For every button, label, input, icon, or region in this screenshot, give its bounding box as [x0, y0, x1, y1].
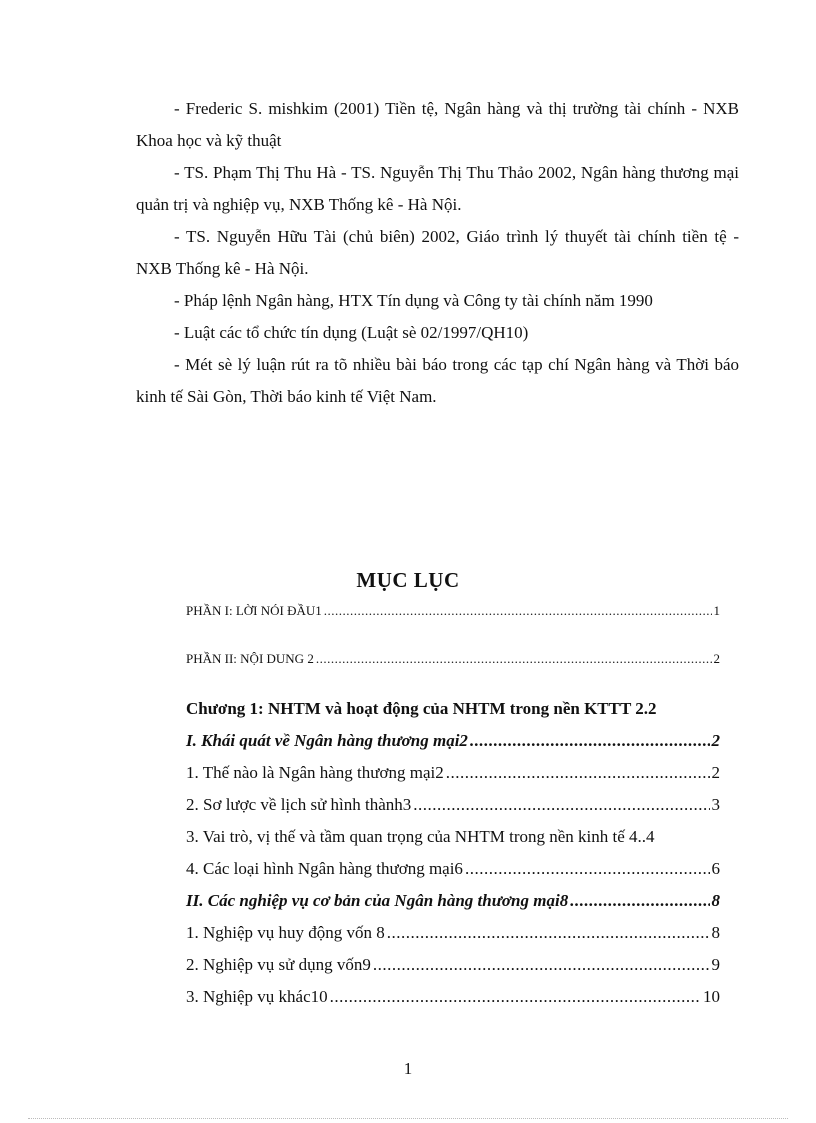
reference-item: - Mét sè lý luận rút ra tõ nhiều bài báo trong các tạp chí Ngân hàng và Thời báo kinh tế Sài Gòn, Thời báo kinh tế Việt Nam. [136, 355, 739, 406]
toc-entry-text: Chương 1: NHTM và hoạt động của NHTM trong nền KTTT 2 [186, 699, 644, 718]
toc-entry-text: 2. Sơ lược về lịch sử hình thành3 [186, 795, 412, 814]
page-bottom-divider [28, 1118, 788, 1119]
toc-page-number: 2 [711, 731, 720, 750]
toc-entry-section-1[interactable] [186, 731, 720, 763]
toc-entry-item[interactable] [186, 987, 720, 1019]
toc-entry-text: PHẦN II: NỘI DUNG 2 [186, 651, 314, 666]
toc-entry-part-2[interactable] [186, 651, 720, 675]
toc-entry-part-1[interactable] [186, 603, 720, 627]
toc-entry-text: II. Các nghiệp vụ cơ bản của Ngân hàng thương mại8 [186, 891, 569, 910]
toc-leader [465, 859, 710, 879]
toc-leader [413, 795, 709, 815]
table-of-contents [186, 603, 720, 1019]
references-list [136, 93, 739, 413]
toc-page-number: .2 [643, 699, 657, 718]
toc-leader [373, 955, 710, 975]
toc-leader [470, 731, 710, 751]
toc-entry-text: 1. Thế nào là Ngân hàng thương mại2 [186, 763, 444, 782]
page-number: 1 [403, 1059, 413, 1078]
toc-entry-section-2[interactable] [186, 891, 720, 923]
reference-item: - TS. Phạm Thị Thu Hà - TS. Nguyễn Thị Thu Thảo 2002, Ngân hàng thương mại quản trị và nghiệp vụ, NXB Thống kê - Hà Nội. [136, 163, 739, 214]
toc-page-number: 1 [713, 603, 720, 618]
toc-page-number: 6 [711, 859, 720, 878]
reference-item: - Pháp lệnh Ngân hàng, HTX Tín dụng và Công ty tài chính năm 1990 [174, 291, 653, 310]
toc-leader [330, 987, 701, 1007]
toc-entry-chapter-1[interactable] [186, 699, 720, 731]
toc-entry-item[interactable] [186, 795, 720, 827]
toc-page-number: 9 [711, 955, 720, 974]
toc-entry-item[interactable] [186, 955, 720, 987]
toc-entry-text: I. Khái quát về Ngân hàng thương mại2 [186, 731, 468, 750]
toc-entry-text: 1. Nghiệp vụ huy động vốn 8 [186, 923, 385, 942]
toc-page-number: ..4 [637, 827, 655, 846]
toc-entry-item[interactable] [186, 859, 720, 891]
reference-item: - TS. Nguyễn Hữu Tài (chủ biên) 2002, Giáo trình lý thuyết tài chính tiền tệ - NXB Thống kê - Hà Nội. [136, 227, 739, 278]
toc-page-number: 8 [711, 923, 720, 942]
toc-entry-text: 3. Vai trò, vị thế và tầm quan trọng của NHTM trong nền kinh tế 4 [186, 827, 638, 846]
toc-page-number: 2 [711, 763, 720, 782]
toc-entry-item[interactable] [186, 763, 720, 795]
toc-page-number: 8 [711, 891, 720, 910]
toc-page-number: 3 [711, 795, 720, 814]
toc-entry-text: 4. Các loại hình Ngân hàng thương mại6 [186, 859, 463, 878]
toc-entry-text: PHẦN I: LỜI NÓI ĐẦU1 [186, 603, 322, 618]
toc-entry-text: 2. Nghiệp vụ sử dụng vốn9 [186, 955, 371, 974]
reference-item: - Frederic S. mishkim (2001) Tiền tệ, Ngân hàng và thị trường tài chính - NXB Khoa học và kỹ thuật [136, 99, 739, 150]
toc-leader [570, 891, 709, 911]
toc-title: MỤC LỤC [356, 568, 460, 592]
toc-page-number: 10 [703, 987, 720, 1006]
reference-item: - Luật các tổ chức tín dụng (Luật sè 02/1997/QH10) [174, 323, 529, 342]
toc-leader [316, 651, 712, 667]
toc-page-number: 2 [713, 651, 720, 666]
toc-leader [387, 923, 710, 943]
toc-entry-item[interactable] [186, 923, 720, 955]
toc-leader [446, 763, 710, 783]
toc-leader [324, 603, 712, 619]
toc-entry-text: 3. Nghiệp vụ khác10 [186, 987, 328, 1006]
toc-entry-item[interactable] [186, 827, 720, 859]
